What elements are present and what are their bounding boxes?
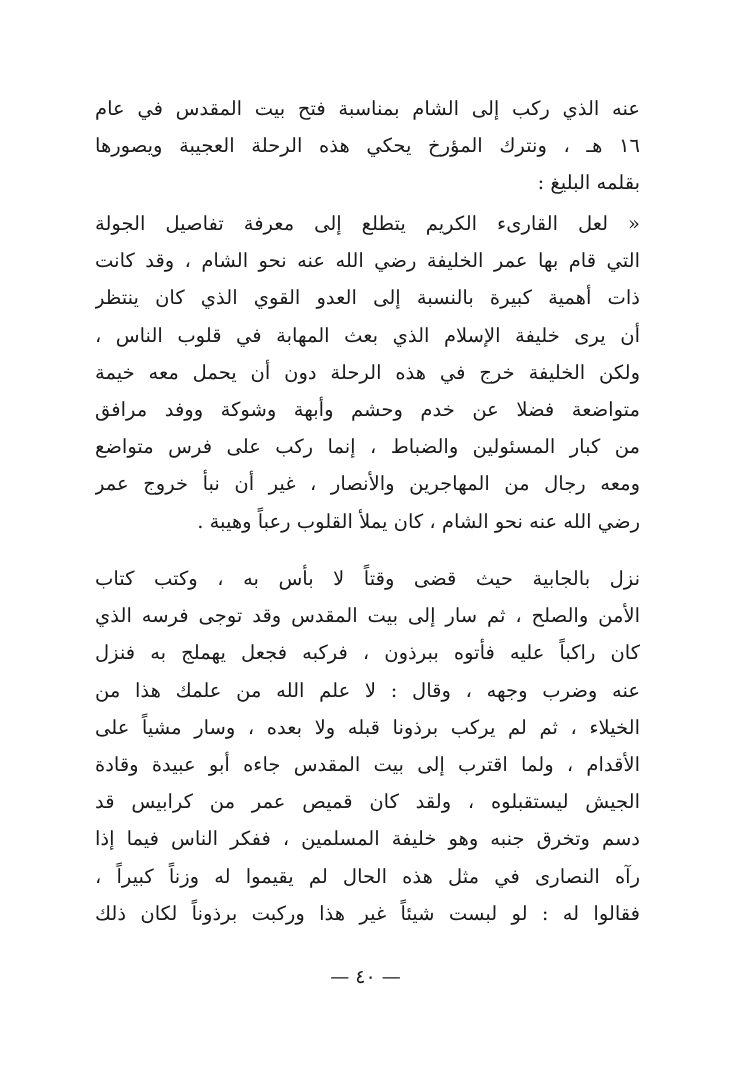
text-line: الجيش ليستقبلوه ، ولقد كان قميص عمر من كرابيس قد <box>95 790 640 814</box>
text-line: أن يرى خليفة الإسلام الذي بعث المهابة في قلوب الناس ، <box>95 323 640 347</box>
paragraph-intro <box>95 90 640 202</box>
page-number: — ٤٠ — <box>330 966 401 988</box>
text-line: عنه الذي ركب إلى الشام بمناسبة فتح بيت المقدس في عام <box>95 97 640 120</box>
text-line: رآه النصارى في مثل هذه الحال لم يقيموا له وزناً كبيراً ، <box>95 864 640 888</box>
text-line: الأقدام ، ولما اقترب إلى بيت المقدس جاءه أبو عبيدة وقادة <box>95 752 640 776</box>
text-line: فقالوا له : لو لبست شيئاً غير هذا وركبت برذوناً لكان ذلك <box>95 901 640 925</box>
paragraph-quote <box>95 205 640 540</box>
text-line: نزل بالجابية حيث قضى وقتاً لا بأس به ، وكتب كتاب <box>95 567 640 590</box>
text-line: عنه وضرب وجهه ، وقال : لا علم الله من علمك هذا من <box>95 678 640 702</box>
text-line: دسم وتخرق جنبه وهو خليفة المسلمين ، ففكر الناس فيما إذا <box>95 827 640 851</box>
text-line: ذات أهمية كبيرة بالنسبة إلى العدو القوي الذي كان ينتظر <box>95 286 640 310</box>
text-line: الخيلاء ، ثم لم يركب برذونا قبله ولا بعده ، وسار مشياً على <box>95 715 640 739</box>
text-line: التي قام بها عمر الخليفة رضي الله عنه نحو الشام ، وقد كانت <box>95 249 640 273</box>
text-line: الأمن والصلح ، ثم سار إلى بيت المقدس وقد توجى فرسه الذي <box>95 604 640 628</box>
text-line: كان راكباً عليه فأتوه ببرذون ، فركبه فجعل يهملج به فنزل <box>95 641 640 665</box>
text-line: متواضعة فضلا عن خدم وحشم وأبهة وشوكة ووفد مرافق <box>95 397 640 421</box>
paragraph-jabiya <box>95 560 640 932</box>
text-line: ومعه رجال من المهاجرين والأنصار ، غير أن نبأ خروج عمر <box>95 472 640 496</box>
text-line: بقلمه البليغ : <box>537 171 640 195</box>
text-line: « لعل القارىء الكريم يتطلع إلى معرفة تفاصيل الجولة <box>95 212 640 235</box>
text-line: من كبار المسئولين والضباط ، إنما ركب على فرس متواضع <box>95 435 640 459</box>
text-line: ١٦ هـ ، ونترك المؤرخ يحكي هذه الرحلة العجيبة ويصورها <box>95 134 640 158</box>
text-line: رضي الله عنه نحو الشام ، كان يملأ القلوب رعباً وهيبة . <box>197 509 640 533</box>
text-line: ولكن الخليفة خرج في هذه الرحلة دون أن يحمل معه خيمة <box>95 360 640 384</box>
